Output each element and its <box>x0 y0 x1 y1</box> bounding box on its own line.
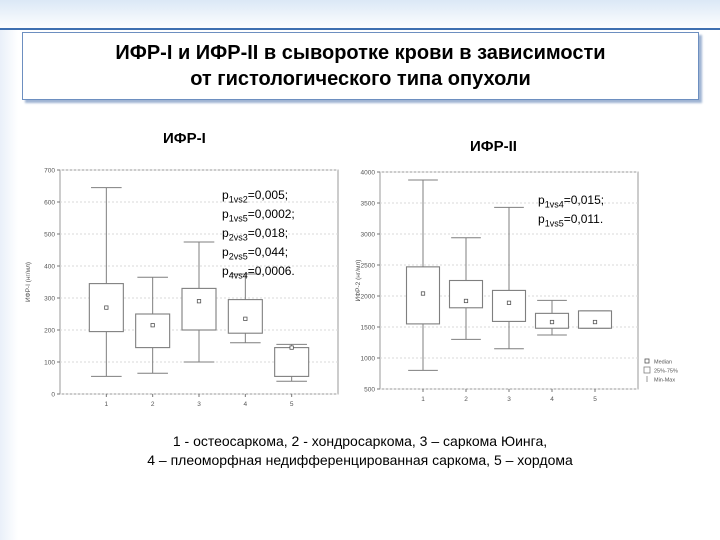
iqr-box <box>275 348 309 377</box>
legend-label: 25%-75% <box>654 368 678 375</box>
y-axis-label: ИФР-2 (нг/мл) <box>355 259 362 302</box>
y-tick-label: 200 <box>44 327 55 335</box>
x-tick-label: 1 <box>421 396 425 403</box>
y-tick-label: 500 <box>364 386 375 394</box>
p-values-igf1 <box>222 188 295 282</box>
p-value-comparison: 2vs3 <box>228 232 248 243</box>
legend-iqr-symbol <box>644 367 650 373</box>
p-value-comparison: 1vs5 <box>228 213 248 224</box>
slide-title-line2: от гистологического типа опухоли <box>190 68 531 90</box>
legend-label: Median <box>654 359 673 366</box>
y-tick-label: 3000 <box>360 231 375 239</box>
x-tick-label: 1 <box>104 401 109 408</box>
panel-title-igf1: ИФР-I <box>163 130 206 147</box>
p-value-line <box>538 212 604 231</box>
left-decoration <box>0 30 18 540</box>
p-value-comparison: 4vs4 <box>228 269 248 280</box>
header-rule <box>0 28 720 30</box>
p-value-line <box>222 188 295 207</box>
p-value-line <box>222 226 295 245</box>
p-value-value: =0,0006. <box>247 263 295 278</box>
caption-line1: 1 - остеосаркома, 2 - хондросаркома, 3 – саркома Юинга, <box>172 433 548 449</box>
x-tick-label: 3 <box>507 396 511 403</box>
y-axis-label: ИФР-I (нг/мл) <box>25 261 32 303</box>
x-tick-label: 4 <box>550 396 554 403</box>
x-tick-label: 5 <box>289 401 294 408</box>
p-value-comparison: 1vs4 <box>544 199 564 210</box>
p-value-symbol: p <box>222 225 229 240</box>
caption-line2: 4 – плеоморфная недифференцированная саркома, 5 – хордома <box>147 452 573 468</box>
legend-median-symbol <box>645 359 649 363</box>
p-value-line <box>222 264 295 283</box>
p-value-symbol: p <box>538 211 545 226</box>
p-values-igf2 <box>538 193 604 231</box>
chart-igf1 <box>20 158 350 408</box>
chart-igf2 <box>350 158 700 408</box>
slide-title-box <box>22 32 699 100</box>
iqr-box <box>493 290 526 321</box>
median-marker <box>244 317 247 320</box>
p-value-symbol: p <box>538 193 545 207</box>
y-tick-label: 100 <box>44 359 55 367</box>
y-tick-label: 3500 <box>360 200 375 208</box>
p-value-line <box>222 245 295 264</box>
x-tick-label: 2 <box>150 401 155 408</box>
median-marker <box>421 292 424 295</box>
y-tick-label: 2500 <box>360 262 375 270</box>
x-tick-label: 5 <box>593 396 597 403</box>
p-value-value: =0,044; <box>247 244 289 259</box>
iqr-box <box>579 311 612 328</box>
p-value-value: =0,018; <box>247 225 289 240</box>
x-tick-label: 2 <box>464 396 468 403</box>
p-value-comparison: 2vs5 <box>228 251 248 262</box>
p-value-value: =0,011. <box>563 211 604 226</box>
p-value-comparison: 1vs5 <box>544 218 564 229</box>
p-value-comparison: 1vs2 <box>228 194 248 205</box>
panel-title-igf2: ИФР-II <box>470 138 517 155</box>
y-tick-label: 500 <box>44 231 55 239</box>
legend-label: Min-Max <box>654 377 676 384</box>
iqr-box <box>182 288 216 330</box>
median-marker <box>151 324 154 327</box>
x-tick-label: 3 <box>197 401 201 408</box>
p-value-symbol: p <box>222 263 229 278</box>
p-value-line <box>538 193 604 212</box>
p-value-value: =0,005; <box>247 188 289 202</box>
median-marker <box>197 300 200 303</box>
slide-title-line1: ИФР-I и ИФР-II в сыворотке крови в зависимости <box>115 42 606 64</box>
median-marker <box>550 320 553 323</box>
p-value-symbol: p <box>222 188 229 202</box>
y-tick-label: 1500 <box>360 324 375 332</box>
median-marker <box>105 306 108 309</box>
y-tick-label: 4000 <box>360 169 375 177</box>
y-tick-label: 2000 <box>360 293 375 301</box>
median-marker <box>593 320 596 323</box>
header-decoration <box>0 0 720 30</box>
median-marker <box>464 299 467 302</box>
median-marker <box>290 346 293 349</box>
iqr-box <box>450 281 483 308</box>
p-value-line <box>222 207 295 226</box>
p-value-value: =0,015; <box>563 193 605 207</box>
y-tick-label: 1000 <box>360 355 375 363</box>
y-tick-label: 600 <box>44 199 55 207</box>
iqr-box <box>136 314 170 348</box>
x-tick-label: 4 <box>243 401 248 408</box>
p-value-symbol: p <box>222 206 229 221</box>
p-value-symbol: p <box>222 244 229 259</box>
y-tick-label: 400 <box>44 263 55 271</box>
p-value-value: =0,0002; <box>247 206 295 221</box>
iqr-box <box>228 300 262 334</box>
y-tick-label: 0 <box>51 391 55 399</box>
y-tick-label: 300 <box>44 295 55 303</box>
median-marker <box>507 301 510 304</box>
y-tick-label: 700 <box>44 167 55 175</box>
